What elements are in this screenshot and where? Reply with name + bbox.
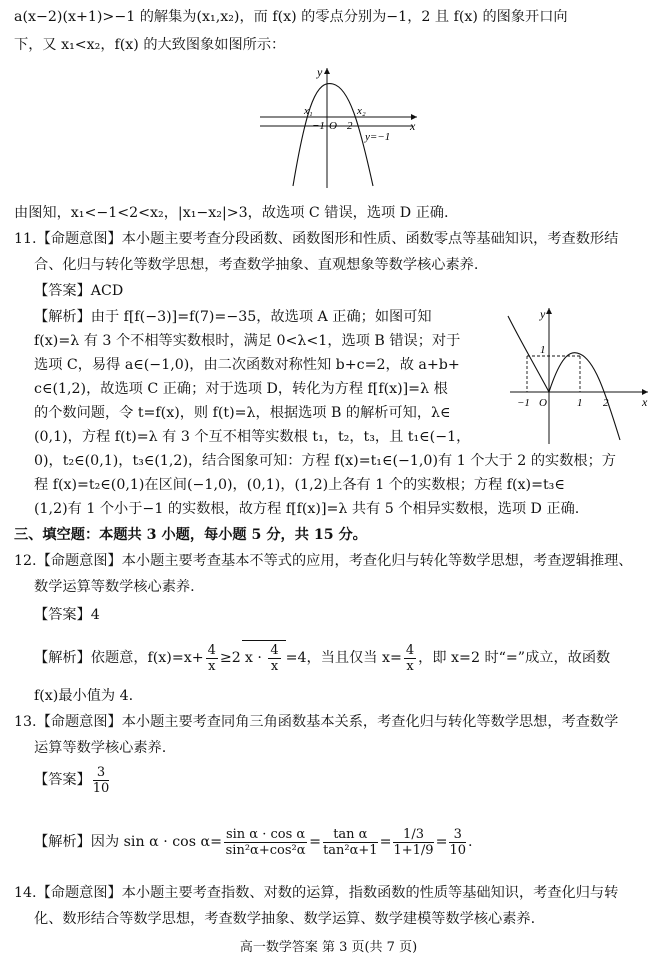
solution-q12: 【解析】依题意，f(x)=x+ $\frac{4}{x}$ ≥2 x · $\frac{4}{x}$ =4，当且仅当 x= $\frac{4}{x}$ ，即 x=2 时“=”成立，故函数 bbox=[34, 640, 610, 675]
answer-line: 【答案】 $\frac{3}{10}$ bbox=[34, 764, 110, 796]
text-line: f(x)最小值为 4. bbox=[34, 688, 134, 704]
answer-line: 【答案】4 bbox=[34, 607, 100, 623]
origin-label: O bbox=[329, 120, 337, 132]
text-line: 0)，t₂∈(0,1)，t₃∈(1,2)，结合图象可知：方程 f(x)=t₁∈(−1,0)有 1 个大于 2 的实数根；方 bbox=[34, 453, 616, 469]
text-line: 的个数问题，令 t=f(x)，则 f(t)=λ，根据选项 B 的解析可知，λ∈ bbox=[34, 405, 451, 421]
x2-label: x₂ bbox=[357, 105, 366, 117]
parabola-figure bbox=[255, 62, 425, 190]
y-tick-one: 1 bbox=[540, 344, 546, 356]
axis-x-label: x bbox=[642, 395, 648, 409]
text-line: 下，又 x₁<x₂，f(x) 的大致图象如图所示： bbox=[14, 37, 286, 53]
fraction: $\frac{4}{x}$ bbox=[207, 642, 216, 674]
axis-y-label: y bbox=[317, 65, 323, 79]
text-line: 11.【命题意图】本小题主要考查分段函数、函数图形和性质、函数零点等基础知识，考查数形结 bbox=[14, 231, 619, 247]
tick-two: 2 bbox=[347, 120, 353, 132]
text-line: 数学运算等数学核心素养. bbox=[34, 579, 195, 595]
tick-minus-one: −1 bbox=[312, 120, 325, 132]
tick-minus-one: −1 bbox=[517, 397, 530, 409]
fraction: $\frac{\text{sin α · cos α}}{\text{sin²α+cos²α}}$ bbox=[225, 826, 306, 858]
text-line: 14.【命题意图】本小题主要考查指数、对数的运算，指数函数的性质等基础知识，考查化归与转 bbox=[14, 885, 619, 901]
fraction: $\frac{1/3}{1+1/9}$ bbox=[393, 826, 434, 858]
text-line: 程 f(x)=t₂∈(0,1)在区间(−1,0)，(0,1)，(1,2)上各有 1 个的实数根；方程 f(x)=t₃∈ bbox=[34, 477, 565, 493]
tick-two: 2 bbox=[603, 397, 609, 409]
text-line: f(x)=λ 有 3 个不相等实数根时，满足 0<λ<1，选项 B 错误；对于 bbox=[34, 333, 461, 349]
fraction: $\frac{3}{10}$ bbox=[449, 826, 466, 858]
text-line: 13.【命题意图】本小题主要考查同角三角函数基本关系，考查化归与转化等数学思想，考查数学 bbox=[14, 714, 619, 730]
text-line: 运算等数学核心素养. bbox=[34, 740, 167, 756]
piecewise-figure bbox=[500, 304, 650, 446]
line-label: y=−1 bbox=[365, 131, 391, 143]
text-line: (0,1)，方程 f(t)=λ 有 3 个互不相等实数根 t₁，t₂，t₃，且 t₁∈(−1， bbox=[34, 429, 471, 445]
sqrt: x · $\frac{4}{x}$ bbox=[242, 640, 286, 675]
text-line: 选项 C，易得 a∈(−1,0)，由二次函数对称性知 b+c=2，故 a+b+ bbox=[34, 357, 460, 373]
x1-label: x₁ bbox=[304, 105, 313, 117]
page-footer: 高一数学答案 第 3 页(共 7 页) bbox=[239, 940, 418, 955]
axis-x-label: x bbox=[410, 119, 416, 133]
text-line: a(x−2)(x+1)>−1 的解集为(x₁,x₂)，而 f(x) 的零点分别为−1，2 且 f(x) 的图象开口向 bbox=[14, 9, 568, 25]
text-line: 【解析】由于 f[f(−3)]=f(7)=−35，故选项 A 正确；如图可知 bbox=[34, 309, 432, 325]
text-line: 合、化归与转化等数学思想，考查数学抽象、直观想象等数学核心素养. bbox=[34, 257, 479, 273]
origin-label: O bbox=[539, 397, 547, 409]
solution-q13: 【解析】因为 sin α · cos α= $\frac{\text{sin α · cos α}}{\text{sin²α+cos²α}}$ = $\frac{\text{tan α}}{\text{tan²α+1}}$ = $\frac{1/3}{1+1/9}$ = $\frac{3}{10}$ . bbox=[34, 826, 473, 858]
text-line: 12.【命题意图】本小题主要考查基本不等式的应用，考查化归与转化等数学思想，考查逻辑推理、 bbox=[14, 553, 633, 569]
section-heading: 三、填空题：本题共 3 小题，每小题 5 分，共 15 分。 bbox=[14, 527, 367, 543]
answer-line: 【答案】ACD bbox=[34, 283, 124, 299]
text-line: 由图知，x₁<−1<2<x₂，|x₁−x₂|>3，故选项 C 错误，选项 D 正确. bbox=[14, 205, 449, 221]
tick-one: 1 bbox=[577, 397, 583, 409]
fraction: $\frac{\text{tan α}}{\text{tan²α+1}}$ bbox=[323, 826, 378, 858]
text-line: c∈(1,2)，故选项 C 正确；对于选项 D，转化为方程 f[f(x)]=λ 根 bbox=[34, 381, 448, 397]
fraction: $\frac{4}{x}$ bbox=[405, 642, 415, 674]
text-line: (1,2)有 1 个小于−1 的实数根，故方程 f[f(x)]=λ 共有 5 个相异实数根，选项 D 正确. bbox=[34, 501, 580, 517]
fraction: $\frac{3}{10}$ bbox=[92, 764, 110, 796]
text-line: 化、数形结合等数学思想，考查数学抽象、数学运算、数学建模等数学核心素养. bbox=[34, 911, 536, 927]
axis-y-label: y bbox=[540, 307, 546, 321]
